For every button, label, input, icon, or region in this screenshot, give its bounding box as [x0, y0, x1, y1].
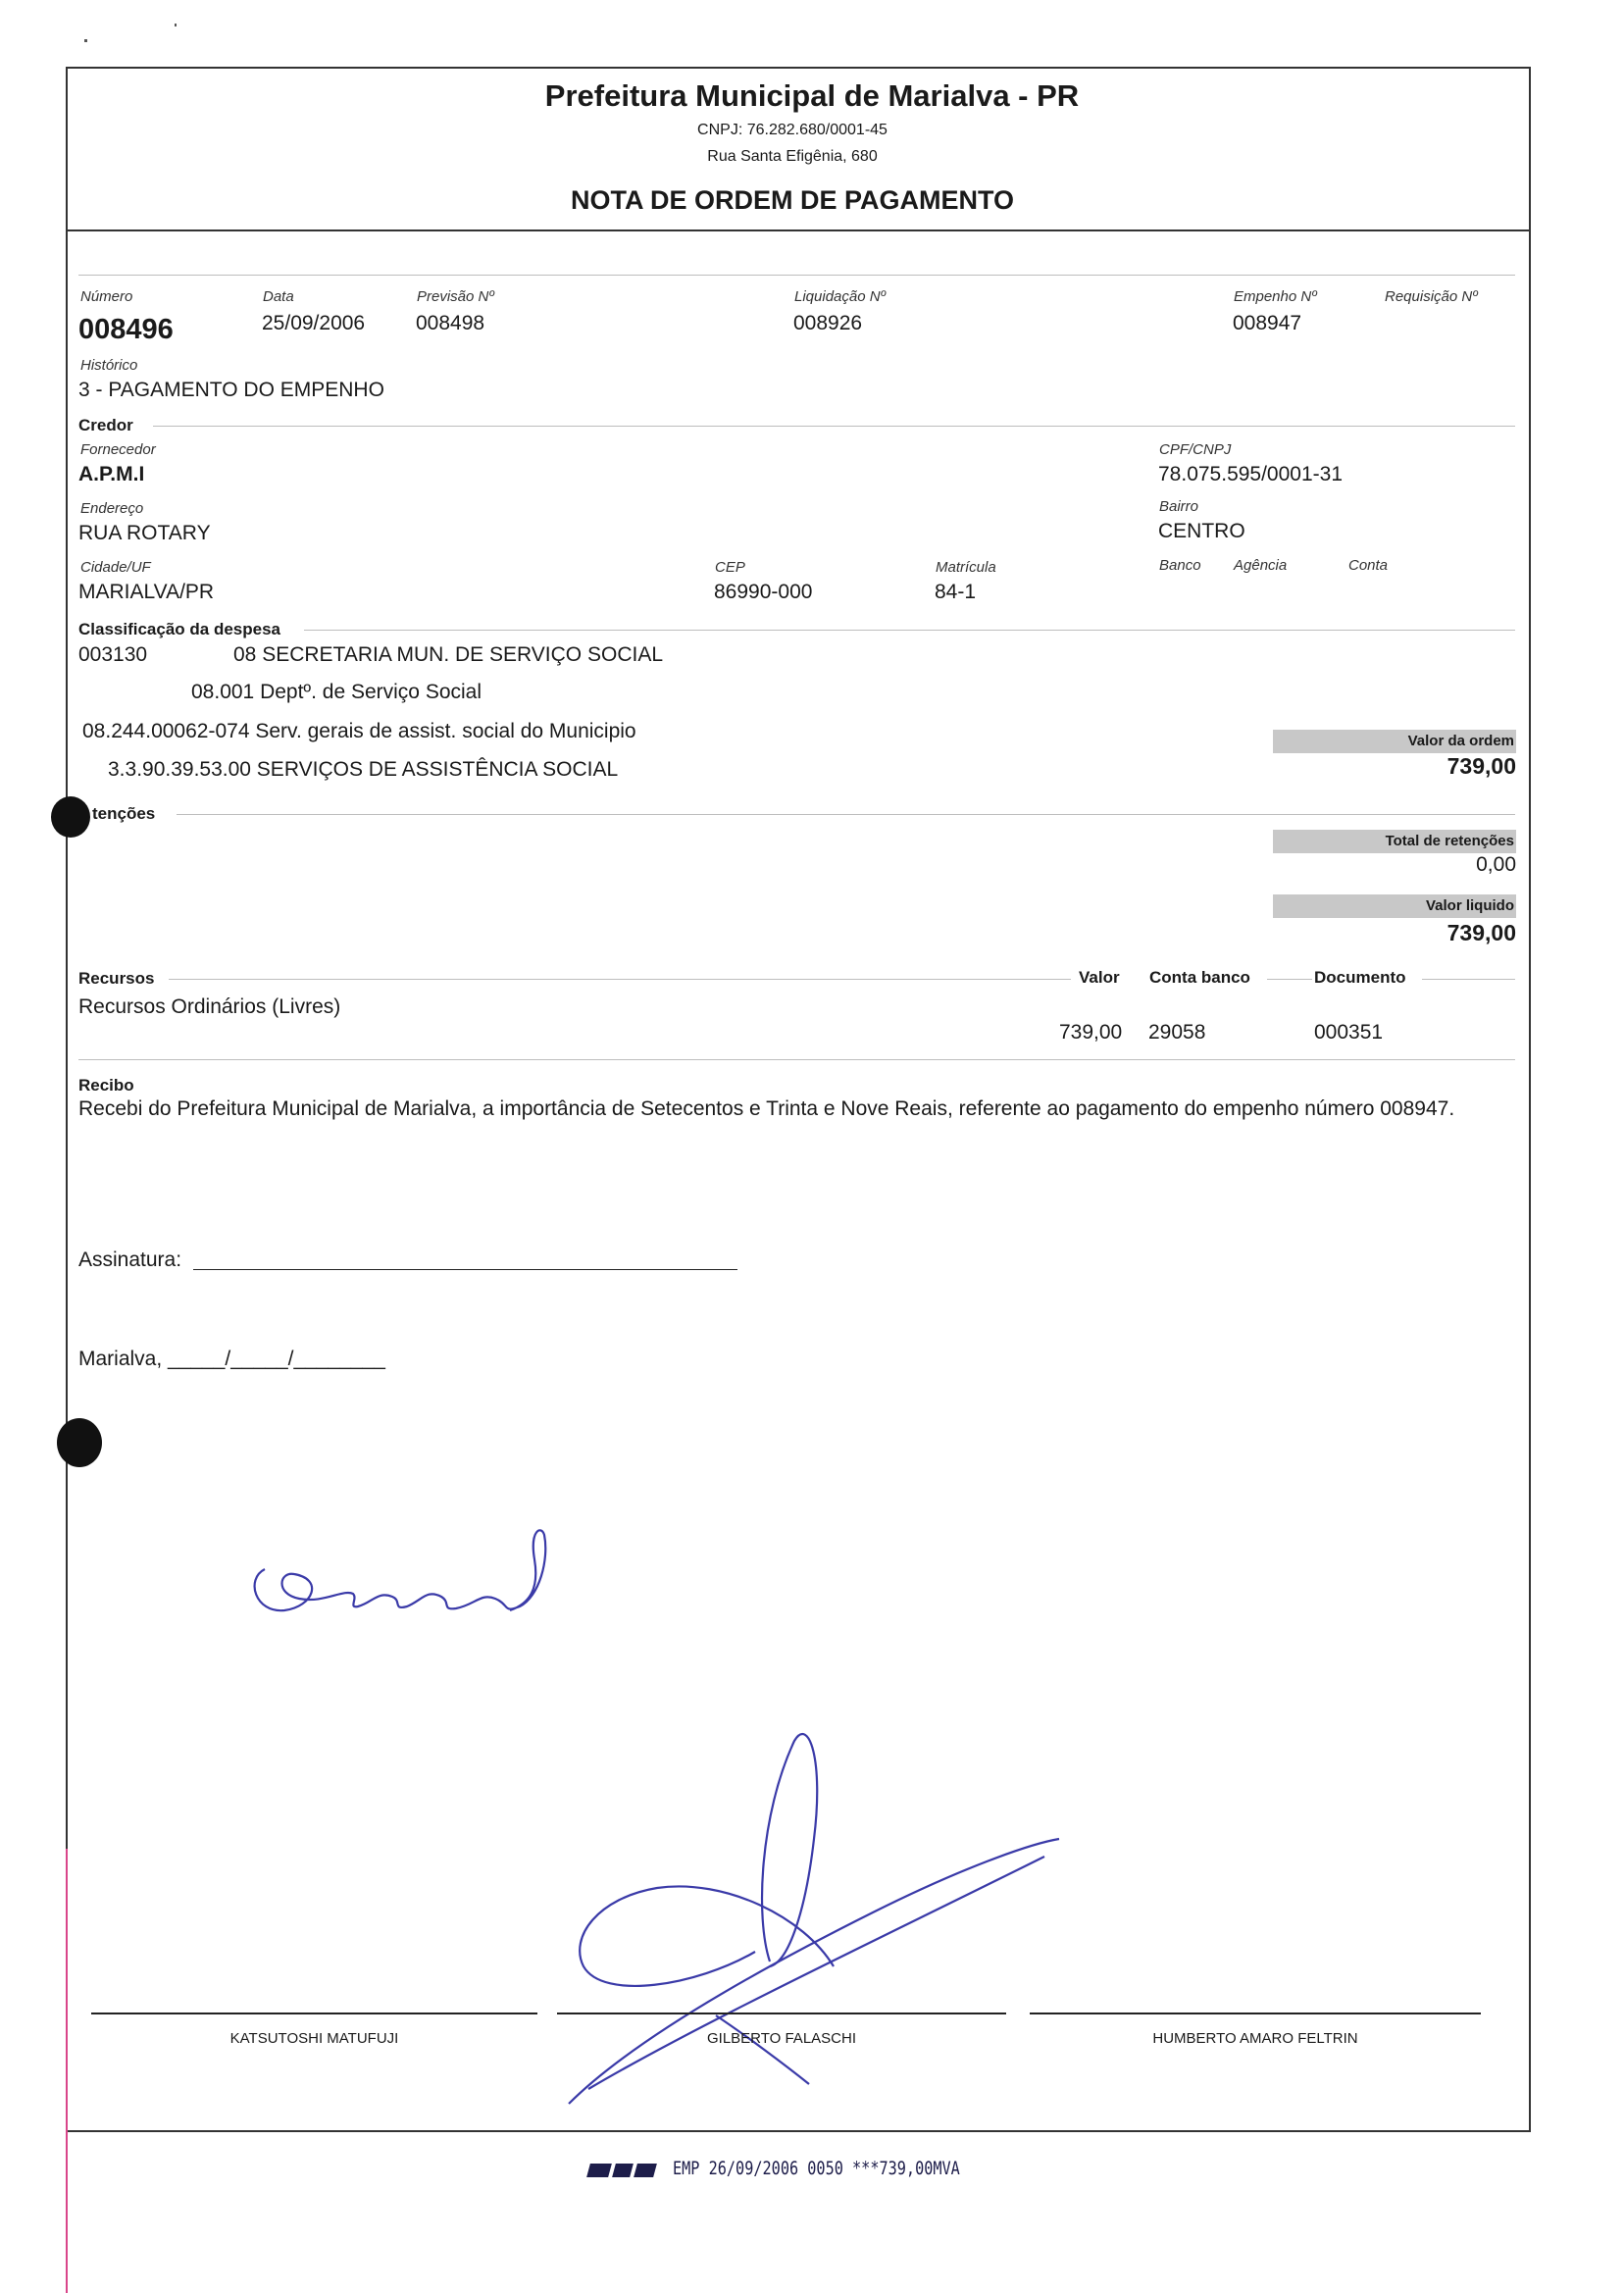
- bank-stamp-logo: [588, 2162, 657, 2179]
- signer-name: HUMBERTO AMARO FELTRIN: [1152, 2030, 1358, 2047]
- recursos-section-title: Recursos: [78, 969, 155, 988]
- classificacao-line4: 3.3.90.39.53.00 SERVIÇOS DE ASSISTÊNCIA SOCIAL: [108, 758, 619, 781]
- recibo-text: Recebi do Prefeitura Municipal de Marialva, a importância de Setecentos e Trinta e Nove Reais, referente ao pagamento do empenho número 008947.: [78, 1097, 1455, 1120]
- org-address: Rua Santa Efigênia, 680: [707, 148, 878, 165]
- bairro-value: CENTRO: [1158, 520, 1245, 542]
- margin-mark: [66, 1849, 68, 2293]
- classificacao-section-title: Classificação da despesa: [78, 620, 281, 638]
- recursos-conta-value: 29058: [1148, 1021, 1206, 1044]
- cidade-value: MARIALVA/PR: [78, 581, 215, 603]
- endereco-value: RUA ROTARY: [78, 522, 211, 544]
- historico-value: 3 - PAGAMENTO DO EMPENHO: [78, 379, 384, 401]
- historico-label: Histórico: [80, 357, 138, 374]
- credor-section-title: Credor: [78, 416, 133, 434]
- conta-label: Conta: [1348, 557, 1389, 574]
- cpf-value: 78.075.595/0001-31: [1158, 463, 1344, 485]
- fornecedor-label: Fornecedor: [80, 441, 156, 458]
- numero-value: 008496: [78, 314, 174, 345]
- cep-label: CEP: [715, 559, 745, 576]
- data-value: 25/09/2006: [262, 312, 366, 334]
- divider: [153, 426, 1515, 427]
- signature-line: [1030, 2013, 1481, 2014]
- bank-stamp-text: EMP 26/09/2006 0050 ***739,00MVA: [673, 2158, 960, 2179]
- recursos-documento-label: Documento: [1314, 968, 1406, 987]
- recursos-documento-value: 000351: [1314, 1021, 1384, 1044]
- divider: [1267, 979, 1312, 980]
- agencia-label: Agência: [1234, 557, 1288, 574]
- previsao-value: 008498: [416, 312, 485, 334]
- punch-hole: [51, 796, 90, 838]
- endereco-label: Endereço: [80, 500, 144, 517]
- previsao-label: Previsão Nº: [417, 288, 494, 305]
- classificacao-line3: 08.244.00062-074 Serv. gerais de assist. social do Municipio: [82, 720, 636, 742]
- valor-ordem-label: Valor da ordem: [1273, 730, 1516, 753]
- classificacao-line1: 08 SECRETARIA MUN. DE SERVIÇO SOCIAL: [233, 643, 664, 666]
- scan-speck: [175, 24, 177, 26]
- assinatura-line: [193, 1269, 737, 1270]
- total-retencoes-value: 0,00: [1476, 853, 1516, 876]
- recibo-section-title: Recibo: [78, 1076, 134, 1095]
- org-cnpj: CNPJ: 76.282.680/0001-45: [697, 122, 888, 138]
- valor-liquido-value: 739,00: [1446, 920, 1516, 945]
- divider: [304, 630, 1515, 631]
- recursos-value: Recursos Ordinários (Livres): [78, 995, 341, 1018]
- signature-line: [91, 2013, 537, 2014]
- handwritten-initial-mark: [245, 1520, 569, 1638]
- local-data: Marialva, _____/_____/________: [78, 1348, 385, 1370]
- liquidacao-value: 008926: [793, 312, 863, 334]
- classificacao-code: 003130: [78, 643, 148, 666]
- total-retencoes-label: Total de retenções: [1273, 830, 1516, 853]
- bairro-label: Bairro: [1159, 498, 1199, 515]
- requisicao-label: Requisição Nº: [1385, 288, 1478, 305]
- fornecedor-value: A.P.M.I: [78, 463, 145, 485]
- classificacao-line2: 08.001 Deptº. de Serviço Social: [191, 681, 482, 703]
- divider: [78, 275, 1515, 276]
- divider: [78, 1059, 1515, 1060]
- empenho-label: Empenho Nº: [1234, 288, 1317, 305]
- divider: [177, 814, 1515, 815]
- org-name: Prefeitura Municipal de Marialva - PR: [544, 78, 1080, 113]
- cep-value: 86990-000: [714, 581, 813, 603]
- scan-speck: [84, 39, 87, 42]
- doc-title: NOTA DE ORDEM DE PAGAMENTO: [570, 185, 1014, 215]
- cpf-label: CPF/CNPJ: [1159, 441, 1232, 458]
- recursos-valor-value: 739,00: [1059, 1021, 1123, 1044]
- data-label: Data: [263, 288, 294, 305]
- header-divider: [66, 229, 1529, 231]
- signer-name: GILBERTO FALASCHI: [707, 2030, 856, 2047]
- numero-label: Número: [80, 288, 133, 305]
- divider: [169, 979, 1071, 980]
- banco-label: Banco: [1159, 557, 1201, 574]
- divider: [1422, 979, 1515, 980]
- signer-name: KATSUTOSHI MATUFUJI: [229, 2030, 399, 2047]
- valor-ordem-value: 739,00: [1446, 753, 1516, 779]
- recursos-conta-label: Conta banco: [1149, 968, 1250, 987]
- valor-liquido-label: Valor liquido: [1273, 894, 1516, 918]
- punch-hole: [57, 1418, 102, 1467]
- cidade-label: Cidade/UF: [80, 559, 151, 576]
- handwritten-signature: [549, 1721, 1079, 2114]
- liquidacao-label: Liquidação Nº: [794, 288, 887, 305]
- retencoes-section-title: tenções: [92, 804, 156, 823]
- signature-line: [557, 2013, 1006, 2014]
- recursos-valor-label: Valor: [1079, 968, 1120, 987]
- matricula-label: Matrícula: [936, 559, 996, 576]
- assinatura-label: Assinatura:: [78, 1248, 182, 1271]
- empenho-value: 008947: [1233, 312, 1302, 334]
- matricula-value: 84-1: [935, 581, 977, 603]
